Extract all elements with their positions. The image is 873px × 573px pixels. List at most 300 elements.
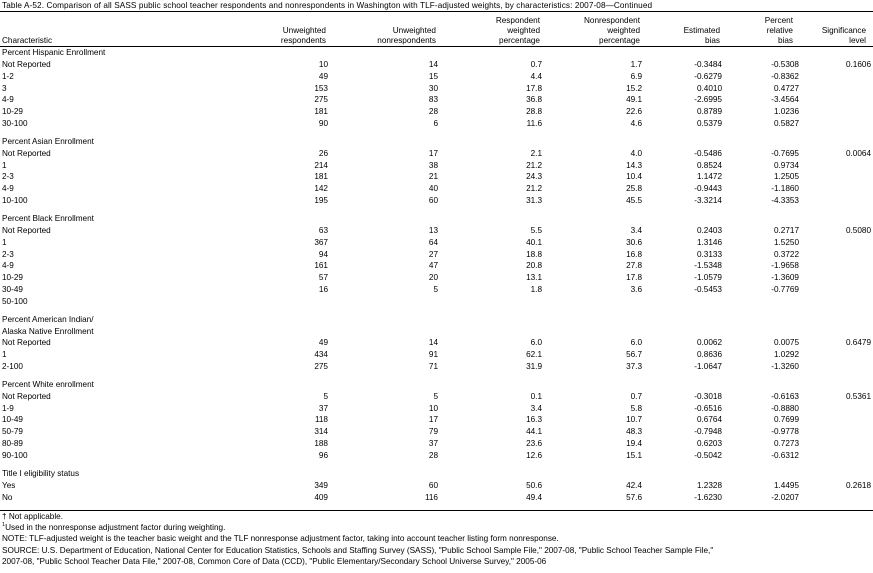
nonrespondent-weighted-cell: 16.8	[626, 249, 642, 259]
significance-level-cell: 0.1606	[845, 59, 871, 69]
data-table	[0, 47, 871, 503]
respondent-weighted-cell: 17.8	[526, 83, 542, 93]
unweighted-respondents-cell: 161	[314, 261, 328, 271]
header-line: Unweighted	[282, 26, 326, 35]
respondent-weighted-cell: 3.4	[530, 403, 542, 413]
unweighted-nonrespondents-cell: 28	[428, 107, 438, 117]
significance-level-cell	[799, 426, 871, 438]
unweighted-respondents-cell: 37	[318, 403, 328, 413]
nonrespondent-weighted-cell: 49.1	[626, 95, 642, 105]
header-significance-level	[822, 26, 866, 46]
header-line: Estimated	[683, 26, 720, 35]
significance-level-cell	[799, 160, 871, 172]
header-line: nonrespondents	[377, 36, 436, 45]
nonrespondent-weighted-cell: 45.5	[626, 196, 642, 206]
header-percent-relative-bias	[765, 16, 793, 46]
estimated-bias-cell: -0.5042	[694, 451, 722, 460]
respondent-weighted-cell: 24.3	[526, 172, 542, 182]
unweighted-respondents-cell: 96	[318, 451, 328, 460]
significance-level-cell	[799, 284, 871, 296]
significance-level-cell	[799, 237, 871, 249]
header-line: respondents	[280, 36, 326, 45]
unweighted-nonrespondents-cell: 37	[428, 439, 438, 449]
percent-relative-bias-cell: 0.7273	[773, 439, 799, 449]
estimated-bias-cell: -0.5453	[694, 285, 722, 295]
table-row	[0, 450, 871, 462]
percent-relative-bias-cell: 0.7699	[773, 415, 799, 425]
significance-level-cell	[799, 171, 871, 183]
unweighted-nonrespondents-cell: 13	[428, 225, 438, 235]
table-row	[0, 249, 871, 261]
table-row	[0, 480, 871, 492]
row-label: 2-3	[2, 249, 14, 259]
percent-relative-bias-cell: -0.6163	[771, 391, 799, 401]
unweighted-nonrespondents-cell: 14	[428, 59, 438, 69]
estimated-bias-cell: 0.0062	[696, 338, 722, 348]
nonrespondent-weighted-cell: 3.4	[630, 225, 642, 235]
table-row	[0, 272, 871, 284]
table-row	[0, 94, 871, 106]
estimated-bias-cell: -1.0579	[694, 273, 722, 283]
estimated-bias-cell: 1.3146	[696, 237, 722, 247]
row-label: 10-100	[2, 196, 28, 206]
significance-level-cell: 0.6479	[845, 338, 871, 348]
nonrespondent-weighted-cell: 30.6	[626, 237, 642, 247]
source-line-1: SOURCE: U.S. Department of Education, National Center for Education Statistics, Schools and Staffing Survey (SASS), "Public School Sample File," 2007-08, "Public School Teacher Sample File,"	[2, 545, 714, 555]
respondent-weighted-cell: 20.8	[526, 261, 542, 271]
table-row	[0, 183, 871, 195]
row-label: 30-49	[2, 285, 23, 295]
table-row	[0, 225, 871, 237]
unweighted-respondents-cell: 49	[318, 338, 328, 348]
unweighted-respondents-cell: 314	[314, 427, 328, 437]
table-row	[0, 83, 871, 95]
table-row	[0, 106, 871, 118]
respondent-weighted-cell: 49.4	[526, 492, 542, 502]
percent-relative-bias-cell: -4.3353	[771, 196, 799, 206]
nonrespondent-weighted-cell: 10.4	[626, 172, 642, 182]
unweighted-respondents-cell: 94	[318, 249, 328, 259]
row-label: 30-100	[2, 119, 28, 129]
unweighted-respondents-cell: 275	[314, 362, 328, 372]
header-characteristic: Characteristic	[2, 36, 53, 45]
header-line: percentage	[499, 36, 540, 45]
table-row	[0, 426, 871, 438]
estimated-bias-cell: 0.8524	[696, 160, 722, 170]
respondent-weighted-cell: 1.8	[530, 285, 542, 295]
significance-level-cell	[799, 414, 871, 426]
nonrespondent-weighted-cell: 6.9	[630, 71, 642, 81]
significance-level-cell	[799, 71, 871, 83]
table-row	[0, 492, 871, 504]
significance-level-cell	[799, 94, 871, 106]
percent-relative-bias-cell: -0.6312	[771, 451, 799, 460]
estimated-bias-cell: -3.3214	[694, 196, 722, 206]
percent-relative-bias-cell: -0.7769	[771, 285, 799, 295]
table-row	[0, 403, 871, 415]
source-line-2: 2007-08, "Public School Teacher Data File," 2007-08, Common Core of Data (CCD), "Public Elementary/Secondary School Universe Survey," 2005-06	[2, 556, 547, 566]
respondent-weighted-cell: 11.6	[526, 119, 542, 129]
table-row	[0, 160, 871, 172]
estimated-bias-cell: -0.9443	[694, 184, 722, 194]
significance-level-cell	[799, 349, 871, 361]
section-header-row	[0, 379, 871, 391]
row-label: 1-2	[2, 71, 14, 81]
unweighted-respondents-cell: 90	[318, 119, 328, 129]
significance-level-cell: 0.5080	[845, 225, 871, 235]
nonrespondent-weighted-cell: 19.4	[626, 439, 642, 449]
nonrespondent-weighted-cell: 0.7	[630, 391, 642, 401]
nonrespondent-weighted-cell: 48.3	[626, 427, 642, 437]
table-row	[0, 391, 871, 403]
table-row	[0, 284, 871, 296]
row-label: Not Reported	[2, 225, 51, 235]
row-label: 80-89	[2, 439, 23, 449]
row-label: 90-100	[2, 451, 28, 460]
nonrespondent-weighted-cell: 4.6	[630, 119, 642, 129]
respondent-weighted-cell: 13.1	[526, 273, 542, 283]
table-title: Table A-52. Comparison of all SASS public school teacher respondents and nonrespondents in Washington with TLF-adjusted weights, by characteristics: 2007-08—Continued	[2, 1, 653, 10]
nonrespondent-weighted-cell	[542, 296, 642, 308]
unweighted-nonrespondents-cell: 14	[428, 338, 438, 348]
estimated-bias-cell: -2.6995	[694, 95, 722, 105]
nonrespondent-weighted-cell: 5.8	[630, 403, 642, 413]
significance-level-cell: 0.5361	[845, 391, 871, 401]
percent-relative-bias-cell: -0.8880	[771, 403, 799, 413]
unweighted-nonrespondents-cell: 30	[428, 83, 438, 93]
unweighted-nonrespondents-cell: 28	[428, 451, 438, 460]
section-header-row	[0, 47, 871, 59]
unweighted-respondents-cell: 142	[314, 184, 328, 194]
row-label: 50-100	[2, 296, 28, 306]
estimated-bias-cell: -0.5486	[694, 148, 722, 158]
footnote-text: Used in the nonresponse adjustment factor during weighting.	[5, 523, 226, 533]
unweighted-respondents-cell: 49	[318, 71, 328, 81]
respondent-weighted-cell: 31.9	[526, 362, 542, 372]
significance-level-cell	[799, 492, 871, 504]
unweighted-respondents-cell: 275	[314, 95, 328, 105]
estimated-bias-cell: 0.8789	[696, 107, 722, 117]
estimated-bias-cell: -0.7948	[694, 427, 722, 437]
estimated-bias-cell: 0.6203	[696, 439, 722, 449]
significance-level-cell	[799, 195, 871, 207]
unweighted-nonrespondents-cell: 60	[428, 480, 438, 490]
estimated-bias-cell: -0.6516	[694, 403, 722, 413]
respondent-weighted-cell: 40.1	[526, 237, 542, 247]
table-row	[0, 349, 871, 361]
nonrespondent-weighted-cell: 15.2	[626, 83, 642, 93]
percent-relative-bias-cell: 1.0236	[773, 107, 799, 117]
respondent-weighted-cell: 36.8	[526, 95, 542, 105]
nonrespondent-weighted-cell: 57.6	[626, 492, 642, 502]
note-footnote	[2, 522, 713, 533]
respondent-weighted-cell: 50.6	[526, 480, 542, 490]
percent-relative-bias-cell: 0.9734	[773, 160, 799, 170]
nonrespondent-weighted-cell: 56.7	[626, 350, 642, 360]
estimated-bias-cell: -0.3484	[694, 59, 722, 69]
unweighted-respondents-cell: 181	[314, 172, 328, 182]
unweighted-nonrespondents-cell: 20	[428, 273, 438, 283]
percent-relative-bias-cell: 1.5250	[773, 237, 799, 247]
estimated-bias-cell: 1.1472	[696, 172, 722, 182]
row-label: No	[2, 492, 13, 502]
section-header-row	[0, 326, 871, 338]
estimated-bias-cell: -0.3018	[694, 391, 722, 401]
nonrespondent-weighted-cell: 4.0	[630, 148, 642, 158]
unweighted-nonrespondents-cell: 27	[428, 249, 438, 259]
nonrespondent-weighted-cell: 25.8	[626, 184, 642, 194]
percent-relative-bias-cell: -0.5308	[771, 59, 799, 69]
percent-relative-bias-cell: -2.0207	[771, 492, 799, 502]
significance-level-cell	[799, 106, 871, 118]
estimated-bias-cell: 0.8636	[696, 350, 722, 360]
unweighted-respondents-cell: 16	[318, 285, 328, 295]
percent-relative-bias-cell: -1.1860	[771, 184, 799, 194]
header-respondent-weighted	[496, 16, 540, 46]
unweighted-respondents-cell: 57	[318, 273, 328, 283]
unweighted-nonrespondents-cell: 40	[428, 184, 438, 194]
unweighted-respondents-cell: 10	[318, 59, 328, 69]
estimated-bias-cell: -1.0647	[694, 362, 722, 372]
nonrespondent-weighted-cell: 10.7	[626, 415, 642, 425]
significance-level-cell	[799, 450, 871, 462]
row-label: Not Reported	[2, 148, 51, 158]
unweighted-respondents-cell: 367	[314, 237, 328, 247]
row-label: 2-100	[2, 362, 23, 372]
unweighted-nonrespondents-cell: 91	[428, 350, 438, 360]
table-row	[0, 438, 871, 450]
percent-relative-bias-cell: 0.4727	[773, 83, 799, 93]
percent-relative-bias-cell: -1.3260	[771, 362, 799, 372]
unweighted-nonrespondents-cell: 5	[433, 391, 438, 401]
header-unweighted-nonrespondents	[377, 26, 436, 46]
row-label: Yes	[2, 480, 16, 490]
unweighted-nonrespondents-cell: 17	[428, 148, 438, 158]
respondent-weighted-cell: 28.8	[526, 107, 542, 117]
title-rule	[0, 11, 873, 12]
table-notes	[2, 511, 713, 567]
unweighted-nonrespondents-cell: 71	[428, 362, 438, 372]
estimated-bias-cell: -0.6279	[694, 71, 722, 81]
unweighted-nonrespondents-cell: 10	[428, 403, 438, 413]
respondent-weighted-cell: 62.1	[526, 350, 542, 360]
unweighted-respondents-cell: 195	[314, 196, 328, 206]
row-label: 4-9	[2, 95, 14, 105]
row-label: 10-29	[2, 273, 23, 283]
significance-level-cell	[799, 272, 871, 284]
significance-level-cell	[799, 249, 871, 261]
unweighted-respondents-cell: 214	[314, 160, 328, 170]
header-line: bias	[704, 36, 720, 45]
unweighted-nonrespondents-cell: 83	[428, 95, 438, 105]
significance-level-cell	[799, 83, 871, 95]
respondent-weighted-cell: 6.0	[530, 338, 542, 348]
unweighted-respondents-cell: 434	[314, 350, 328, 360]
table-row	[0, 59, 871, 71]
estimated-bias-cell: -1.6230	[694, 492, 722, 502]
row-label: 3	[2, 83, 7, 93]
estimated-bias-cell: 0.3133	[696, 249, 722, 259]
significance-level-cell	[799, 118, 871, 130]
table-row	[0, 195, 871, 207]
nonrespondent-weighted-cell: 22.6	[626, 107, 642, 117]
unweighted-respondents-cell: 181	[314, 107, 328, 117]
percent-relative-bias-cell: 1.0292	[773, 350, 799, 360]
row-label: 4-9	[2, 184, 14, 194]
header-line: Significance	[821, 26, 866, 35]
row-label: 10-49	[2, 415, 23, 425]
section-label: Percent Hispanic Enrollment	[2, 48, 106, 57]
estimated-bias-cell: 0.4010	[696, 83, 722, 93]
header-line: weighted	[607, 26, 640, 35]
table-row	[0, 118, 871, 130]
row-label: 50-79	[2, 427, 23, 437]
nonrespondent-weighted-cell: 17.8	[626, 273, 642, 283]
section-label: Percent Asian Enrollment	[2, 136, 94, 146]
row-label: 1	[2, 160, 7, 170]
unweighted-nonrespondents-cell: 60	[428, 196, 438, 206]
row-label: Not Reported	[2, 59, 51, 69]
nonrespondent-weighted-cell: 6.0	[630, 338, 642, 348]
significance-level-cell	[799, 403, 871, 415]
percent-relative-bias-cell: 0.2717	[773, 225, 799, 235]
unweighted-nonrespondents-cell: 116	[424, 492, 438, 502]
unweighted-nonrespondents-cell: 5	[433, 285, 438, 295]
section-header-row	[0, 136, 871, 148]
unweighted-respondents-cell: 153	[314, 83, 328, 93]
row-label: 1	[2, 237, 7, 247]
header-line: Percent	[764, 16, 793, 25]
header-line: bias	[777, 36, 793, 45]
percent-relative-bias-cell: -3.4564	[771, 95, 799, 105]
respondent-weighted-cell: 44.1	[526, 427, 542, 437]
header-line: relative	[766, 26, 793, 35]
respondent-weighted-cell: 4.4	[530, 71, 542, 81]
respondent-weighted-cell: 5.5	[530, 225, 542, 235]
nonrespondent-weighted-cell: 27.8	[626, 261, 642, 271]
significance-level-cell	[799, 183, 871, 195]
unweighted-nonrespondents-cell: 17	[428, 415, 438, 425]
header-line: weighted	[507, 26, 540, 35]
nonrespondent-weighted-cell: 37.3	[626, 362, 642, 372]
nonrespondent-weighted-cell: 14.3	[626, 160, 642, 170]
percent-relative-bias-cell: -0.7695	[771, 148, 799, 158]
estimated-bias-cell: 0.5379	[696, 119, 722, 129]
unweighted-nonrespondents-cell: 38	[428, 160, 438, 170]
unweighted-nonrespondents-cell: 79	[428, 427, 438, 437]
significance-level-cell	[799, 296, 871, 308]
estimated-bias-cell: -1.5348	[694, 261, 722, 271]
unweighted-respondents-cell: 63	[318, 225, 328, 235]
row-label: Not Reported	[2, 391, 51, 401]
percent-relative-bias-cell: 0.3722	[773, 249, 799, 259]
estimated-bias-cell: 0.2403	[696, 225, 722, 235]
table-row	[0, 414, 871, 426]
estimated-bias-cell: 0.6764	[696, 415, 722, 425]
unweighted-respondents-cell	[242, 296, 328, 308]
unweighted-nonrespondents-cell: 15	[428, 71, 438, 81]
unweighted-nonrespondents-cell	[328, 296, 438, 308]
dagger-mark: †	[2, 512, 7, 521]
unweighted-nonrespondents-cell: 47	[428, 261, 438, 271]
unweighted-nonrespondents-cell: 6	[433, 119, 438, 129]
table-row	[0, 71, 871, 83]
respondent-weighted-cell: 0.1	[530, 391, 542, 401]
percent-relative-bias-cell: 0.5827	[773, 119, 799, 129]
respondent-weighted-cell: 0.7	[530, 59, 542, 69]
percent-relative-bias-cell: 1.4495	[773, 480, 799, 490]
significance-level-cell: 0.2618	[845, 480, 871, 490]
unweighted-respondents-cell: 118	[314, 415, 328, 425]
respondent-weighted-cell: 31.3	[526, 196, 542, 206]
section-label: Alaska Native Enrollment	[2, 326, 94, 336]
unweighted-nonrespondents-cell: 64	[428, 237, 438, 247]
significance-level-cell	[799, 438, 871, 450]
percent-relative-bias-cell: 1.2505	[773, 172, 799, 182]
significance-level-cell	[799, 260, 871, 272]
respondent-weighted-cell: 16.3	[526, 415, 542, 425]
table-row	[0, 361, 871, 373]
row-label: 2-3	[2, 172, 14, 182]
percent-relative-bias-cell: -0.9778	[771, 427, 799, 437]
estimated-bias-cell	[642, 296, 722, 308]
table-row	[0, 237, 871, 249]
header-line: Unweighted	[392, 26, 436, 35]
respondent-weighted-cell: 23.6	[526, 439, 542, 449]
unweighted-respondents-cell: 5	[323, 391, 328, 401]
section-header-row	[0, 314, 871, 326]
nonrespondent-weighted-cell: 1.7	[630, 59, 642, 69]
header-line: percentage	[599, 36, 640, 45]
section-label: Title I eligibility status	[2, 468, 80, 478]
table-row	[0, 296, 871, 308]
percent-relative-bias-cell: -0.8362	[771, 71, 799, 81]
row-label: 1-9	[2, 403, 14, 413]
percent-relative-bias-cell: 0.0075	[773, 338, 799, 348]
respondent-weighted-cell: 2.1	[530, 148, 542, 158]
row-label: 10-29	[2, 107, 23, 117]
respondent-weighted-cell: 21.2	[526, 160, 542, 170]
unweighted-respondents-cell: 26	[318, 148, 328, 158]
percent-relative-bias-cell: -1.3609	[771, 273, 799, 283]
header-line: level	[849, 36, 866, 45]
header-estimated-bias	[684, 26, 720, 46]
section-header-row	[0, 468, 871, 480]
respondent-weighted-cell	[438, 296, 542, 308]
row-label: 4-9	[2, 261, 14, 271]
header-nonrespondent-weighted	[584, 16, 640, 46]
table-row	[0, 337, 871, 349]
data-table-body	[0, 47, 871, 503]
row-label: Not Reported	[2, 338, 51, 348]
header-line: Nonrespondent	[584, 16, 640, 25]
estimated-bias-cell: 1.2328	[696, 480, 722, 490]
respondent-weighted-cell: 18.8	[526, 249, 542, 259]
unweighted-respondents-cell: 188	[314, 439, 328, 449]
percent-relative-bias-cell: -1.9658	[771, 261, 799, 271]
nonrespondent-weighted-cell: 15.1	[626, 451, 642, 460]
section-header-row	[0, 213, 871, 225]
percent-relative-bias-cell	[722, 296, 799, 308]
respondent-weighted-cell: 12.6	[526, 451, 542, 460]
significance-level-cell	[799, 361, 871, 373]
nonrespondent-weighted-cell: 42.4	[626, 480, 642, 490]
unweighted-respondents-cell: 349	[314, 480, 328, 490]
significance-level-cell: 0.0064	[845, 148, 871, 158]
table-row	[0, 260, 871, 272]
nonrespondent-weighted-cell: 3.6	[630, 285, 642, 295]
header-line: Respondent	[495, 16, 540, 25]
